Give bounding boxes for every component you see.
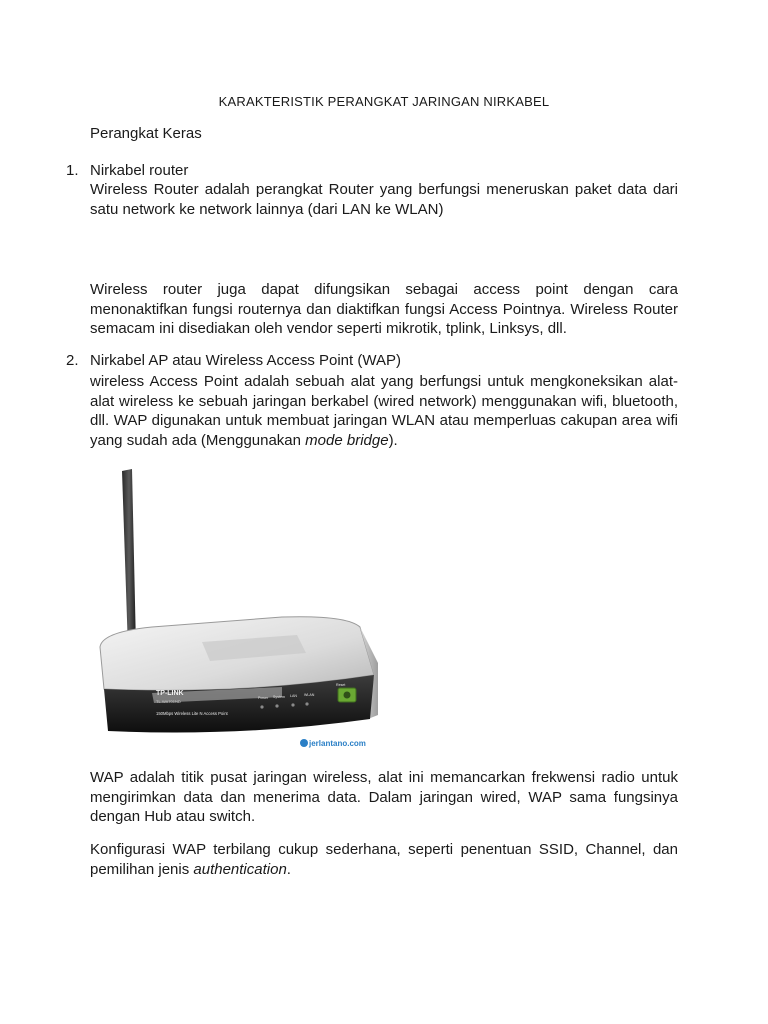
led-lan: [291, 703, 294, 706]
section-heading: Perangkat Keras: [90, 125, 202, 142]
document-title: KARAKTERISTIK PERANGKAT JARINGAN NIRKABEL: [218, 94, 550, 109]
router-illustration: [92, 457, 392, 755]
emphasis-text: authentication: [193, 860, 287, 878]
emphasis-text: mode bridge: [305, 431, 389, 449]
reset-button-hole: [344, 692, 351, 699]
paragraph: [90, 840, 678, 879]
list-item-number: 1.: [66, 162, 79, 179]
watermark-text: jerlantano.com: [309, 739, 366, 748]
led-label: System: [273, 695, 285, 699]
router-photo: [92, 457, 392, 755]
list-item-number: 2.: [66, 352, 79, 369]
paragraph: Wireless Router adalah perangkat Router yang berfungsi meneruskan paket data dari satu network ke network lainnya (dari LAN ke WLAN): [90, 181, 678, 218]
antenna: [122, 469, 136, 649]
paragraph: WAP adalah titik pusat jaringan wireless, alat ini memancarkan frekwensi radio untuk mengirimkan data dan menerima data. Dalam jaringan wired, WAP sama fungsinya dengan Hub atau switch.: [90, 769, 678, 825]
paragraph: Wireless router juga dapat difungsikan sebagai access point dengan cara menonaktifkan fungsi routernya dan diaktifkan fungsi Access Pointnya. Wireless Router semacam ini disediakan oleh vendor seperti mikrotik, tplink, Linksys, dll.: [90, 281, 678, 337]
list-item-label: Nirkabel AP atau Wireless Access Point (WAP): [90, 352, 401, 369]
watermark-icon: [300, 739, 308, 747]
paragraph-text: Konfigurasi WAP terbilang cukup sederhana, seperti penentuan SSID, Channel, dan pemilihan jenis: [90, 841, 678, 878]
reset-label: Reset: [336, 683, 346, 687]
led-label: Power: [258, 696, 269, 700]
led-label: WLAN: [304, 693, 315, 697]
front-label: 150Mbps Wireless Lite N Access Point: [156, 711, 228, 716]
brand-label: TP-LINK: [156, 690, 184, 697]
paragraph-text: wireless Access Point adalah sebuah alat yang berfungsi untuk mengkoneksikan alat-alat wireless ke sebuah jaringan berkabel (wired network) menggunakan wifi, bluetooth, dll. WAP digunakan untuk membuat jaringan WLAN atau memperluas cakupan area wifi yang sudah ada (Menggunakan: [90, 373, 678, 449]
list-item-label: Nirkabel router: [90, 162, 189, 179]
led-label: LAN: [290, 694, 297, 698]
model-label: TL-WA701ND: [156, 699, 181, 704]
paragraph: [90, 372, 678, 450]
paragraph-text-end: .: [286, 860, 291, 878]
paragraph-text-end: ).: [388, 431, 398, 449]
led-wlan: [305, 702, 308, 705]
led-system: [275, 704, 278, 707]
led-power: [260, 705, 263, 708]
